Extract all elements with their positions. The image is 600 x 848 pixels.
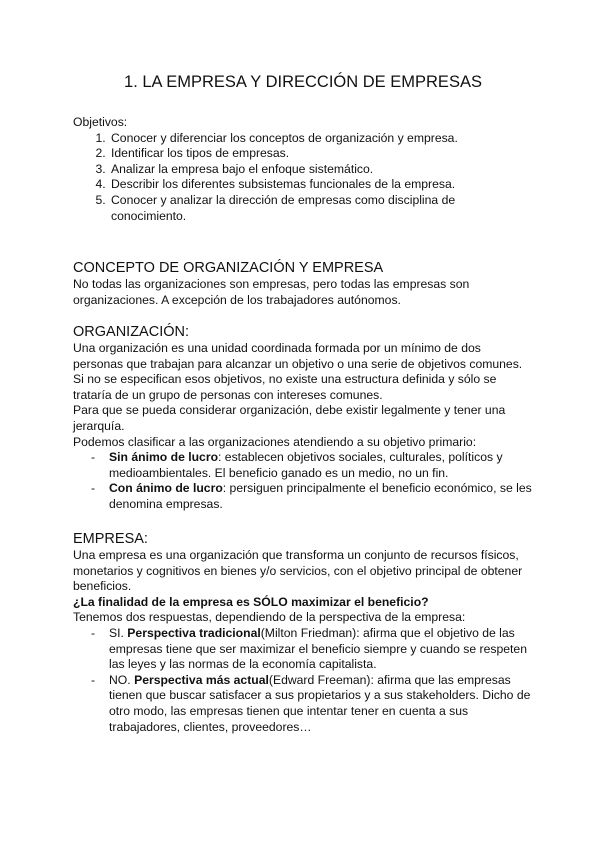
paragraph: Una empresa es una organización que transforma un conjunto de recursos físicos, monetarios y cognitivos en bienes y/o servicios, con el objetivo principal de obtener beneficios.: [73, 548, 523, 594]
list-item: 3. Analizar la empresa bajo el enfoque sistemático.: [109, 162, 533, 178]
term: Con ánimo de lucro: [109, 481, 223, 496]
empresa-list: [73, 626, 533, 735]
term: Perspectiva tradicional: [127, 625, 261, 640]
paragraph: Tenemos dos respuestas, dependiendo de la perspectiva de la empresa:: [73, 610, 466, 625]
list-item: 2. Identificar los tipos de empresas.: [109, 146, 533, 162]
term-description: (Milton Friedman): afirma que el objetivo de las empresas tiene que ser maximizar el beneficio siempre y cuando se respeten las leyes y las normas de la economía capitalista.: [109, 625, 527, 672]
objetivos-list: [73, 131, 533, 225]
section-heading: CONCEPTO DE ORGANIZACIÓN Y EMPRESA: [73, 260, 384, 276]
list-item: 1. Conocer y diferenciar los conceptos de organización y empresa.: [109, 131, 533, 147]
objetivos-label: Objetivos:: [73, 115, 128, 129]
paragraph: Una organización es una unidad coordinada formada por un mínimo de dos personas que trabajan para alcanzar un objetivo o una serie de objetivos comunes. Si no se especifican esos objetivos, no existe una estructura definida y sólo se trataría de un grupo de personas con intereses comunes.: [73, 341, 523, 402]
organizacion-section: [73, 323, 533, 513]
empresa-section: [73, 530, 533, 735]
list-item: [109, 450, 533, 481]
objetivos-section: [73, 115, 533, 224]
term-description: : establecen objetivos sociales, culturales, políticos y medioambientales. El beneficio ganado es un medio, no un fin.: [109, 450, 503, 480]
list-item: 4. Describir los diferentes subsistemas funcionales de la empresa.: [109, 177, 533, 193]
term-description: : persiguen principalmente el beneficio económico, se les denomina empresas.: [109, 481, 532, 511]
list-item: [109, 626, 533, 673]
list-item: [109, 673, 533, 735]
paragraph: Podemos clasificar a las organizaciones atendiendo a su objetivo primario:: [73, 434, 477, 449]
concepto-section: [73, 259, 533, 308]
question-text: ¿La finalidad de la empresa es SÓLO maximizar el beneficio?: [73, 594, 429, 609]
paragraph: No todas las organizaciones son empresas, pero todas las empresas son organizaciones. A excepción de los trabajadores autónomos.: [73, 277, 470, 307]
question: [73, 595, 533, 611]
term-description: (Edward Freeman): afirma que las empresas tienen que buscar satisfacer a sus propietarios y a sus stakeholders. Dicho de otro modo, las empresas tienen que intentar tener en cuenta a sus trabajadores, clientes, proveedores…: [109, 672, 531, 734]
answer-prefix: SI.: [109, 625, 128, 640]
answer-prefix: NO.: [109, 672, 135, 687]
term: Perspectiva más actual: [134, 672, 269, 687]
term: Sin ánimo de lucro: [109, 450, 219, 465]
list-item: [109, 481, 533, 512]
page-title: 1. LA EMPRESA Y DIRECCIÓN DE EMPRESAS: [124, 73, 482, 91]
list-item: 5. Conocer y analizar la dirección de empresas como disciplina de conocimiento.: [109, 193, 533, 224]
paragraph: Para que se pueda considerar organización, debe existir legalmente y tener una jerarquía.: [73, 403, 506, 433]
organizacion-list: [73, 450, 533, 512]
section-heading: ORGANIZACIÓN:: [73, 324, 190, 340]
section-heading: EMPRESA:: [73, 531, 148, 547]
